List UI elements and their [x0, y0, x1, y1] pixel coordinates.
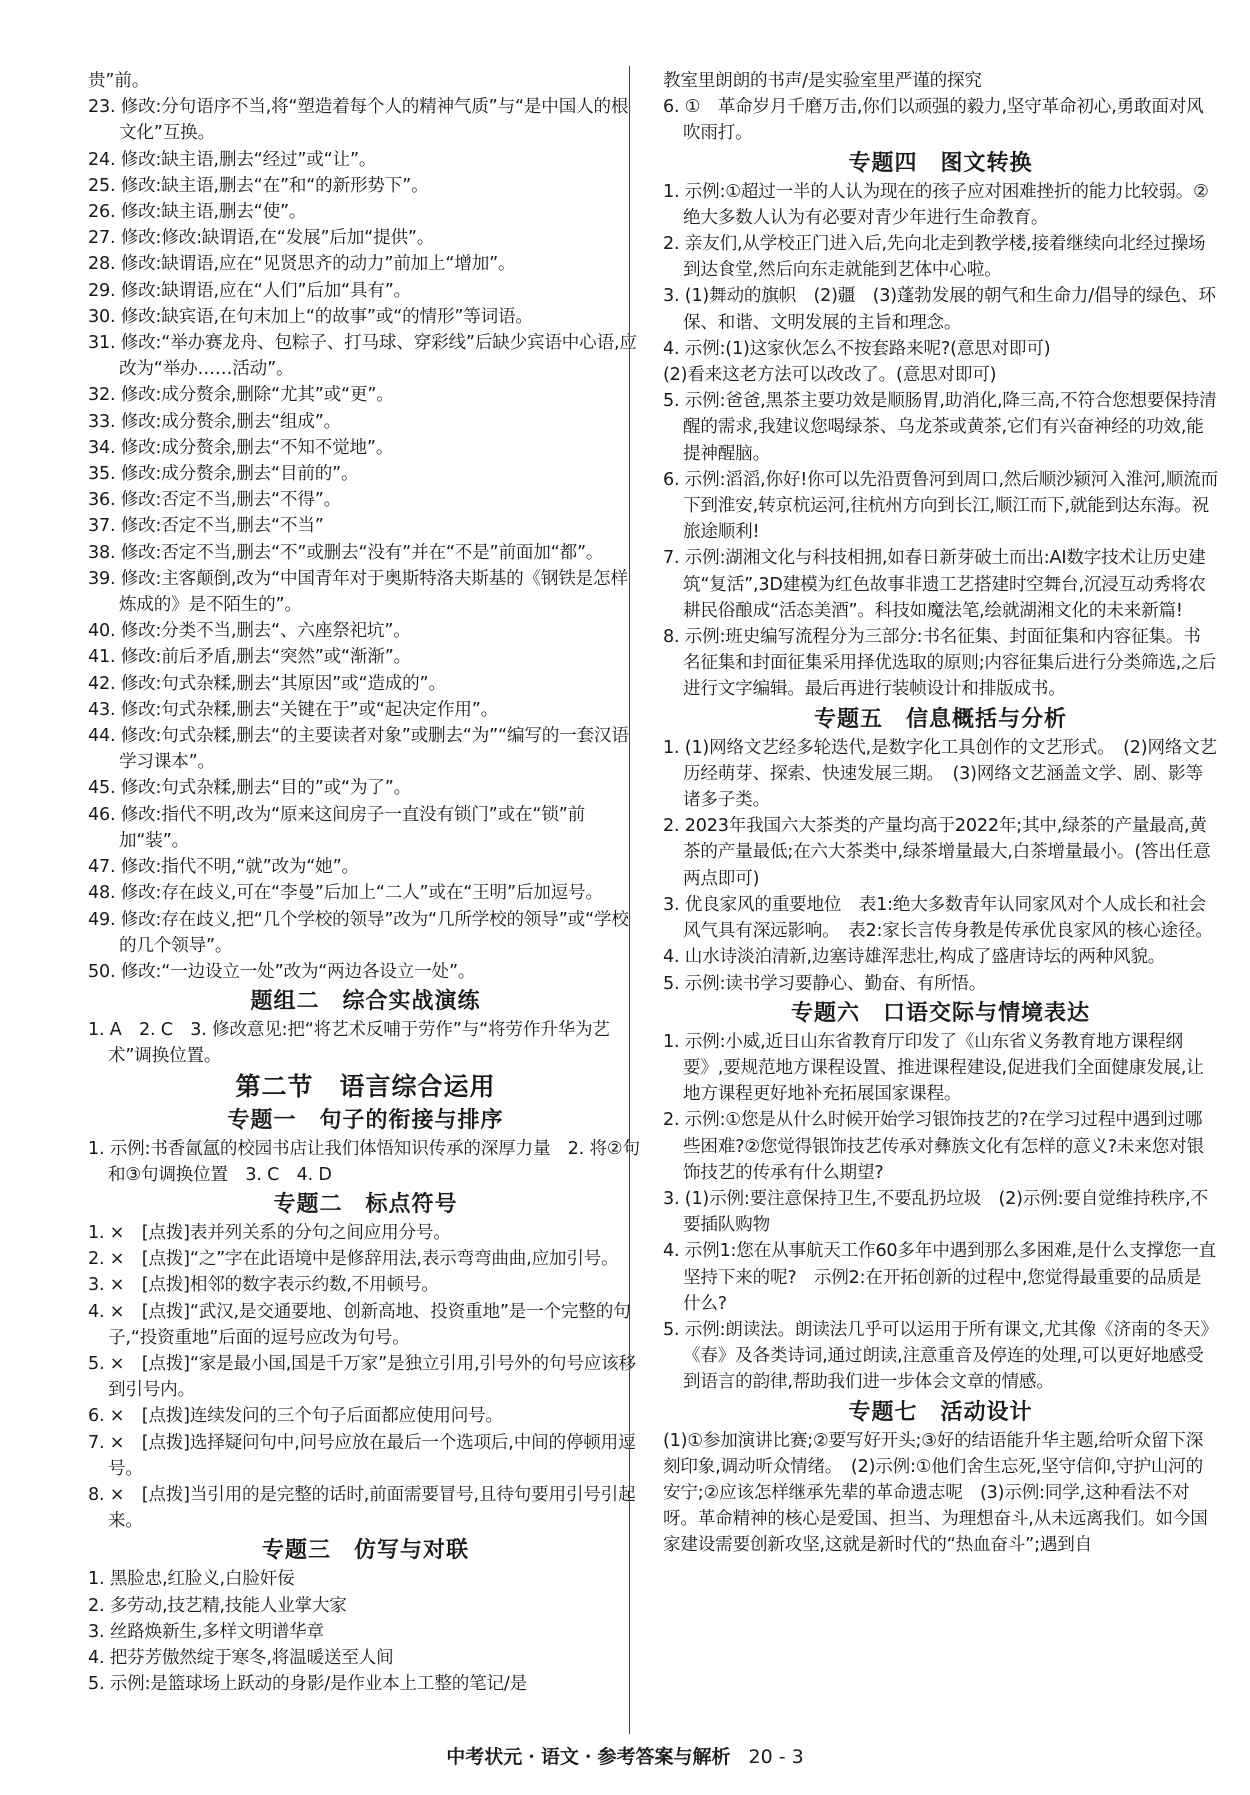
answer-line: 39. 修改:主客颠倒,改为“中国青年对于奥斯特洛夫斯基的《钢铁是怎样炼成的》是不陌生的”。 — [88, 568, 628, 616]
answer-line: 4. 示例1:您在从事航天工作60多年中遇到那么多困难,是什么支撑您一直坚持下来的呢? 示例2:在开拓创新的过程中,您觉得最重要的品质是什么? — [663, 1241, 1216, 1314]
answer-line: 26. 修改:缺主语,删去“使”。 — [88, 202, 307, 223]
page-footer: 中考状元 · 语文 · 参考答案与解析 20 - 3 — [446, 1746, 804, 1768]
answer-line: 44. 修改:句式杂糅,删去“的主要读者对象”或删去“为”“编写的一套汉语学习课本”。 — [88, 726, 629, 773]
section-heading-group2: 题组二 综合实战演练 — [250, 988, 481, 1015]
answer-line: 2. 多劳动,技艺精,技能人业掌大家 — [88, 1595, 347, 1616]
page-number: 20 - 3 — [748, 1746, 804, 1768]
answer-line: 2. 亲友们,从学校正门进入后,先向北走到教学楼,接着继续向北经过操场到达食堂,然后向东走就能到艺体中心啦。 — [663, 234, 1206, 281]
answer-line: 38. 修改:否定不当,删去“不”或删去“没有”并在“不是”前面加“都”。 — [88, 542, 604, 563]
answer-line: 27. 修改:修改:缺谓语,在“发展”后加“提供”。 — [88, 228, 435, 249]
answer-line: 5. 示例:读书学习要静心、勤奋、有所悟。 — [663, 973, 987, 994]
answer-line: 3. 优良家风的重要地位 表1:绝大多数青年认同家风对个人成长和社会风气具有深远影响。 表2:家长言传身教是传承优良家风的核心途径。 — [663, 894, 1213, 942]
answer-line: 4. × [点拨]“武汉,是交通要地、创新高地、投资重地”是一个完整的句子,“投资重地”后面的逗号应改为句号。 — [88, 1301, 631, 1348]
answer-line: 24. 修改:缺主语,删去“经过”或“让”。 — [88, 149, 377, 170]
answer-line: 1. 黑脸忠,红脸义,白脸奸佞 — [88, 1569, 295, 1590]
answer-line: 2. × [点拨]“之”字在此语境中是修辞用法,表示弯弯曲曲,应加引号。 — [88, 1249, 619, 1270]
answer-line: 贵”前。 — [88, 71, 150, 91]
answer-line: 1. 示例:小威,近日山东省教育厅印发了《山东省义务教育地方课程纲要》,要规范地方课程设置、推进课程建设,促进我们全面健康发展,让地方课程更好地补充拓展国家课程。 — [663, 1031, 1204, 1105]
answer-line: 4. 山水诗淡泊清新,边塞诗雄浑悲壮,构成了盛唐诗坛的两种风貌。 — [663, 947, 1166, 968]
answer-line: 37. 修改:否定不当,删去“不当” — [88, 516, 324, 537]
footer-title: 参考答案与解析 — [597, 1746, 731, 1768]
answer-line: 7. × [点拨]选择疑问句中,问号应放在最后一个选项后,中间的停顿用逗号。 — [88, 1432, 636, 1479]
answer-line: 5. 示例:朗读法。朗读法几乎可以运用于所有课文,尤其像《济南的冬天》《春》及各类诗词,通过朗读,注意重音及停连的处理,可以更好地感受到语言的韵律,帮助我们进一步体会文章的情感。 — [663, 1319, 1218, 1393]
answer-line: 4. 把芬芳傲然绽于寒冬,将温暖送至人间 — [88, 1647, 394, 1668]
answer-line: 50. 修改:“一边设立一处”改为“两边各设立一处”。 — [88, 961, 476, 982]
answer-line: 1. 示例:①超过一半的人认为现在的孩子应对困难挫折的能力比较弱。②绝大多数人认为有必要对青少年进行生命教育。 — [663, 181, 1209, 228]
left-column — [88, 68, 643, 1697]
answer-line: 28. 修改:缺谓语,应在“见贤思齐的动力”前加上“增加”。 — [88, 254, 516, 275]
answer-line: 23. 修改:分句语序不当,将“塑造着每个人的精神气质”与“是中国人的根文化”互换。 — [88, 97, 629, 144]
right-column — [663, 68, 1218, 1559]
answer-line: 36. 修改:否定不当,删去“不得”。 — [88, 490, 342, 511]
answer-line: 6. × [点拨]连续发问的三个句子后面都应使用问号。 — [88, 1406, 503, 1427]
answer-line: 42. 修改:句式杂糅,删去“其原因”或“造成的”。 — [88, 673, 446, 694]
answer-line: (1)①参加演讲比赛;②要写好开头;③好的结语能升华主题,给听众留下深刻印象,调动听众情绪。 (2)示例:①他们舍生忘死,坚守信仰,守护山河的安宁;②应该怎样继承先辈的革命遗志呢 (3)示例:同学,这种看法不对呀。革命精神的核心是爱国、担当、为理想奋斗,从未远离我们。如今国家建设需要创新攻坚,这就是新时代的“热血奋斗”;遇到自 — [663, 1430, 1208, 1556]
answer-line: 47. 修改:指代不明,“就”改为“她”。 — [88, 857, 359, 878]
answer-line: 8. 示例:班史编写流程分为三部分:书名征集、封面征集和内容征集。书名征集和封面征集采用择优选取的原则;内容征集后进行分类筛选,之后进行文字编辑。最后再进行装帧设计和排版成书。 — [663, 627, 1216, 700]
answer-line: 31. 修改:“举办赛龙舟、包粽子、打马球、穿彩线”后缺少宾语中心语,应改为“举办……活动”。 — [88, 333, 637, 380]
answer-line: 33. 修改:成分赘余,删去“组成”。 — [88, 411, 342, 432]
answer-line: 30. 修改:缺宾语,在句末加上“的故事”或“的情形”等词语。 — [88, 306, 533, 327]
answer-line: 1. A 2. C 3. 修改意见:把“将艺术反哺于劳作”与“将劳作升华为艺术”调换位置。 — [88, 1020, 610, 1067]
answer-line: 3. × [点拨]相邻的数字表示约数,不用顿号。 — [88, 1275, 439, 1296]
footer-subject: 语文 — [540, 1746, 579, 1768]
topic-heading-3: 专题三 仿写与对联 — [261, 1537, 469, 1564]
section-heading-part2: 第二节 语言综合运用 — [235, 1071, 496, 1101]
answer-line: 1. (1)网络文艺经多轮迭代,是数字化工具创作的文艺形式。 (2)网络文艺历经萌芽、探索、快速发展三期。 (3)网络文艺涵盖文学、剧、影等诸多子类。 — [663, 737, 1218, 811]
answer-line: 46. 修改:指代不明,改为“原来这间房子一直没有锁门”或在“锁”前加“装”。 — [88, 804, 586, 851]
answer-line: 2. 示例:①您是从什么时候开始学习银饰技艺的?在学习过程中遇到过哪些困难?②您觉得银饰技艺传承对彝族文化有怎样的意义?未来您对银饰技艺的传承有什么期望? — [663, 1110, 1204, 1183]
answer-line: 7. 示例:湖湘文化与科技相拥,如春日新芽破土而出:AI数字技术让历史建筑“复活”,3D建模为红色故事非遗工艺搭建时空舞台,沉浸互动秀将农耕民俗酿成“活态美酒”。科技如魔法笔,绘就湖湘文化的未来新篇! — [663, 548, 1206, 621]
answer-line: 3. (1)舞动的旗帜 (2)疆 (3)蓬勃发展的朝气和生命力/倡导的绿色、环保、和谐、文明发展的主旨和理念。 — [663, 286, 1216, 333]
answer-line: 1. × [点拨]表并列关系的分句之间应用分号。 — [88, 1222, 451, 1243]
answer-line: (2)看来这老方法可以改改了。(意思对即可) — [663, 365, 997, 386]
answer-line: 49. 修改:存在歧义,把“几个学校的领导”改为“几所学校的领导”或“学校的几个领导”。 — [88, 909, 629, 956]
answer-line: 2. 2023年我国六大茶类的产量均高于2022年;其中,绿茶的产量最高,黄茶的产量最低;在六大茶类中,绿茶增量最大,白茶增量最小。(答出任意两点即可) — [663, 816, 1211, 889]
topic-heading-1: 专题一 句子的衔接与排序 — [227, 1106, 504, 1133]
answer-line: 5. 示例:爸爸,黑茶主要功效是顺肠胃,助消化,降三高,不符合您想要保持清醒的需求,我建议您喝绿茶、乌龙茶或黄茶,它们有兴奋神经的功效,能提神醒脑。 — [663, 391, 1217, 464]
topic-heading-2: 专题二 标点符号 — [273, 1190, 458, 1217]
answer-line: 5. × [点拨]“家是最小国,国是千万家”是独立引用,引号外的句号应该移到引号内。 — [88, 1353, 636, 1401]
answer-line: 32. 修改:成分赘余,删除“尤其”或“更”。 — [88, 385, 394, 406]
answer-line: 6. ① 革命岁月千磨万击,你们以顽强的毅力,坚守革命初心,勇敢面对风吹雨打。 — [663, 97, 1204, 144]
answer-line: 48. 修改:存在歧义,可在“李曼”后加上“二人”或在“王明”后加逗号。 — [88, 883, 603, 904]
answer-line: 5. 示例:是篮球场上跃动的身影/是作业本上工整的笔记/是 — [88, 1674, 528, 1695]
answer-line: 41. 修改:前后矛盾,删去“突然”或“渐渐”。 — [88, 647, 412, 668]
answer-line: 8. × [点拨]当引用的是完整的话时,前面需要冒号,且待句要用引号引起来。 — [88, 1484, 636, 1532]
answer-line: 3. 丝路焕新生,多样文明谱华章 — [88, 1621, 324, 1642]
answer-line: 1. 示例:书香氤氲的校园书店让我们体悟知识传承的深厚力量 2. 将②句和③句调换位置 3. C 4. D — [88, 1138, 640, 1185]
column-divider — [629, 66, 630, 1734]
topic-heading-6: 专题六 口语交际与情境表达 — [790, 999, 1090, 1026]
answer-line: 25. 修改:缺主语,删去“在”和“的新形势下”。 — [88, 175, 429, 196]
answer-line: 6. 示例:滔滔,你好!你可以先沿贾鲁河到周口,然后顺沙颍河入淮河,顺流而下到淮安,转京杭运河,往杭州方向到长江,顺江而下,就能到达东海。祝旅途顺利! — [663, 469, 1218, 543]
answer-line: 43. 修改:句式杂糅,删去“关键在于”或“起决定作用”。 — [88, 699, 499, 720]
answer-line: 34. 修改:成分赘余,删去“不知不觉地”。 — [88, 437, 394, 458]
topic-heading-7: 专题七 活动设计 — [848, 1398, 1033, 1425]
footer-brand: 中考状元 — [446, 1746, 523, 1768]
answer-line: 3. (1)示例:要注意保持卫生,不要乱扔垃圾 (2)示例:要自觉维持秩序,不要插队购物 — [663, 1188, 1208, 1236]
topic-heading-4: 专题四 图文转换 — [848, 149, 1033, 176]
answer-line: 4. 示例:(1)这家伙怎么不按套路来呢?(意思对即可) — [663, 338, 1051, 359]
answer-line: 45. 修改:句式杂糅,删去“目的”或“为了”。 — [88, 778, 412, 799]
answer-line: 40. 修改:分类不当,删去“、六座祭祀坑”。 — [88, 621, 411, 642]
answer-line: 35. 修改:成分赘余,删去“目前的”。 — [88, 464, 359, 485]
answer-line: 29. 修改:缺谓语,应在“人们”后加“具有”。 — [88, 280, 412, 301]
topic-heading-5: 专题五 信息概括与分析 — [813, 705, 1067, 732]
answer-line: 教室里朗朗的书声/是实验室里严谨的探究 — [663, 71, 982, 91]
